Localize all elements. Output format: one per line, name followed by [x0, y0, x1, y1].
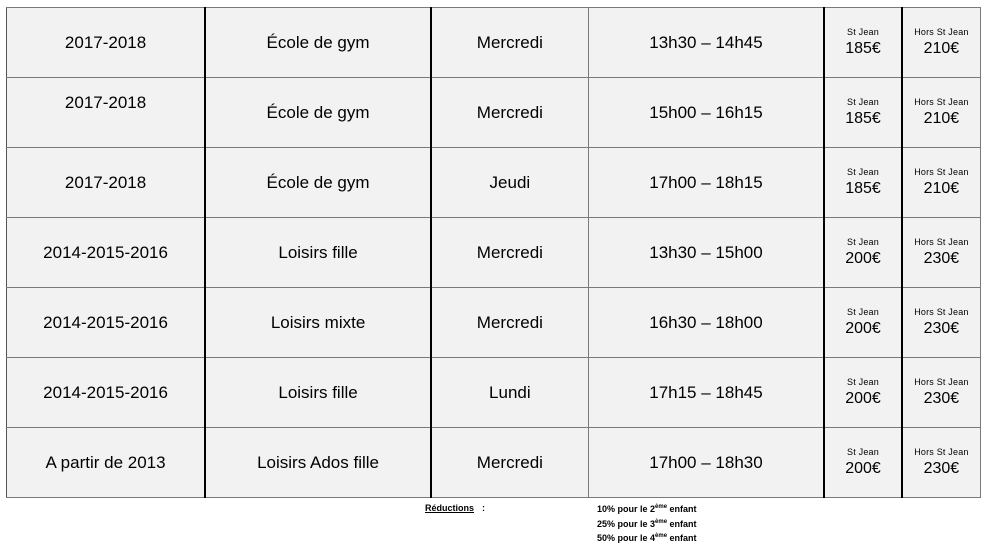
price-value: 230€: [923, 250, 960, 267]
reduction-line: [597, 517, 697, 532]
reduction-text: 50% pour le 4: [597, 533, 656, 543]
price-label: St Jean: [847, 167, 879, 177]
reduction-ordinal: ème: [655, 533, 668, 539]
price-value: 185€: [845, 180, 881, 197]
price-st-jean-cell: [824, 428, 902, 498]
price-st-jean-cell: [824, 148, 902, 218]
course-cell: [205, 148, 431, 218]
price-value: 200€: [845, 390, 881, 407]
time-cell: [588, 428, 824, 498]
price-value: 200€: [845, 320, 881, 337]
price-label: Hors St Jean: [914, 97, 969, 107]
reductions-colon: :: [482, 503, 485, 513]
price-hors-st-jean-cell: [902, 8, 981, 78]
price-value: 210€: [923, 110, 960, 127]
course-text: Loisirs Ados fille: [257, 452, 379, 472]
day-text: Mercredi: [476, 452, 543, 472]
day-cell: [431, 288, 588, 358]
reduction-suffix: enfant: [667, 504, 697, 514]
year-cell: [7, 8, 206, 78]
schedule-row: [7, 78, 981, 148]
price-label: Hors St Jean: [914, 377, 969, 387]
time-cell: [588, 8, 824, 78]
day-cell: [431, 428, 588, 498]
time-cell: [588, 218, 824, 288]
reduction-text: 10% pour le 2: [597, 504, 656, 514]
price-value: 185€: [845, 40, 881, 57]
price-st-jean-cell: [824, 218, 902, 288]
time-text: 17h00 – 18h30: [649, 452, 763, 472]
price-label: Hors St Jean: [914, 167, 969, 177]
reduction-ordinal: ème: [655, 518, 668, 525]
schedule-body: [7, 8, 981, 498]
price-hors-st-jean-cell: [902, 218, 981, 288]
year-text: 2017-2018: [64, 172, 147, 192]
year-cell: [7, 148, 206, 218]
price-value: 230€: [923, 460, 960, 477]
day-text: Jeudi: [489, 172, 531, 192]
schedule-row: [7, 148, 981, 218]
price-value: 210€: [923, 180, 960, 197]
price-label: Hors St Jean: [914, 307, 969, 317]
day-cell: [431, 218, 588, 288]
price-label: Hors St Jean: [914, 27, 969, 37]
price-value: 210€: [923, 40, 960, 57]
year-text: 2017-2018: [64, 92, 147, 112]
year-cell: [7, 428, 206, 498]
year-cell: [7, 78, 206, 148]
price-label: St Jean: [847, 237, 879, 247]
reductions-title: Réductions: [425, 503, 475, 513]
course-text: École de gym: [266, 102, 370, 122]
schedule-row: [7, 428, 981, 498]
price-label: St Jean: [847, 447, 879, 457]
price-hors-st-jean-cell: [902, 288, 981, 358]
reduction-text: 25% pour le 3: [597, 518, 656, 529]
price-value: 230€: [923, 320, 960, 337]
price-label: Hors St Jean: [914, 447, 969, 457]
time-text: 15h00 – 16h15: [649, 102, 763, 122]
year-cell: [7, 288, 206, 358]
course-cell: [205, 78, 431, 148]
course-cell: [205, 358, 431, 428]
day-text: Mercredi: [476, 32, 543, 52]
day-text: Mercredi: [476, 102, 543, 122]
year-text: 2014-2015-2016: [43, 242, 168, 262]
schedule-row: [7, 358, 981, 428]
schedule-table: [6, 7, 981, 498]
price-value: 185€: [845, 110, 881, 127]
time-text: 13h30 – 14h45: [649, 32, 763, 52]
time-text: 17h00 – 18h15: [649, 172, 763, 192]
time-text: 17h15 – 18h45: [649, 382, 763, 402]
price-label: Hors St Jean: [914, 237, 969, 247]
course-cell: [205, 288, 431, 358]
schedule-row: [7, 218, 981, 288]
price-value: 230€: [923, 390, 960, 407]
day-cell: [431, 148, 588, 218]
course-text: École de gym: [266, 172, 370, 192]
price-st-jean-cell: [824, 78, 902, 148]
day-text: Mercredi: [476, 312, 543, 332]
reduction-suffix: enfant: [667, 518, 697, 529]
year-text: 2014-2015-2016: [43, 382, 168, 402]
price-hors-st-jean-cell: [902, 358, 981, 428]
price-value: 200€: [845, 250, 881, 267]
year-cell: [7, 218, 206, 288]
course-text: Loisirs fille: [278, 382, 358, 402]
day-text: Mercredi: [476, 242, 543, 262]
schedule-row: [7, 8, 981, 78]
schedule-row: [7, 288, 981, 358]
reductions-list: [597, 502, 697, 546]
year-cell: [7, 358, 206, 428]
reductions-section: [0, 502, 989, 551]
price-hors-st-jean-cell: [902, 428, 981, 498]
day-cell: [431, 78, 588, 148]
price-st-jean-cell: [824, 288, 902, 358]
day-text: Lundi: [489, 382, 531, 402]
time-cell: [588, 78, 824, 148]
course-cell: [205, 8, 431, 78]
price-st-jean-cell: [824, 8, 902, 78]
price-label: St Jean: [847, 377, 879, 387]
reduction-suffix: enfant: [667, 533, 697, 543]
course-text: Loisirs mixte: [270, 312, 366, 332]
course-text: École de gym: [266, 32, 370, 52]
price-label: St Jean: [847, 27, 879, 37]
time-cell: [588, 358, 824, 428]
price-st-jean-cell: [824, 358, 902, 428]
time-text: 16h30 – 18h00: [649, 312, 763, 332]
day-cell: [431, 8, 588, 78]
time-cell: [588, 288, 824, 358]
course-cell: [205, 218, 431, 288]
day-cell: [431, 358, 588, 428]
year-text: 2017-2018: [64, 32, 147, 52]
reduction-ordinal: ème: [655, 504, 668, 510]
course-cell: [205, 428, 431, 498]
year-text: A partir de 2013: [45, 452, 166, 472]
reduction-line: [597, 531, 697, 546]
course-text: Loisirs fille: [278, 242, 358, 262]
time-cell: [588, 148, 824, 218]
price-label: St Jean: [847, 307, 879, 317]
reduction-line: [597, 502, 697, 517]
price-hors-st-jean-cell: [902, 78, 981, 148]
price-hors-st-jean-cell: [902, 148, 981, 218]
price-value: 200€: [845, 460, 881, 477]
time-text: 13h30 – 15h00: [649, 242, 763, 262]
year-text: 2014-2015-2016: [43, 312, 168, 332]
price-label: St Jean: [847, 97, 879, 107]
